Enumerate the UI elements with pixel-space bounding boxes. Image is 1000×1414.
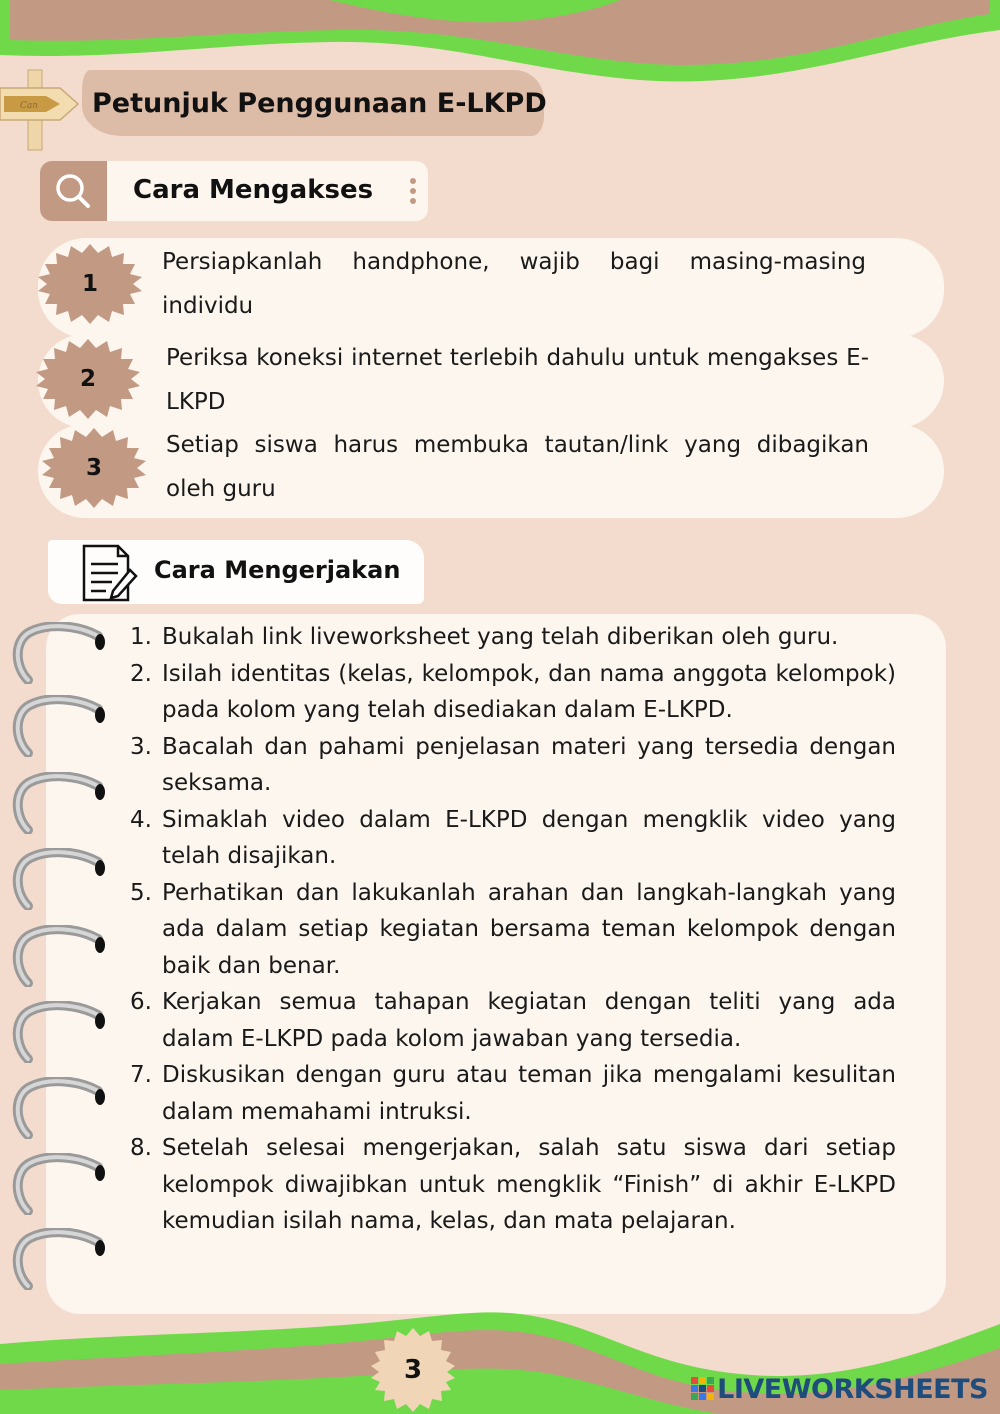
step-number: 3 [85, 455, 102, 481]
work-section-label: Cara Mengerjakan [154, 556, 401, 584]
access-section-header [40, 161, 428, 221]
list-item [130, 1130, 896, 1240]
liveworksheets-brand [691, 1372, 988, 1406]
page-number-badge [371, 1328, 455, 1412]
kebab-icon [410, 178, 416, 206]
brand-name: LIVEWORKSHEETS [717, 1373, 988, 1405]
title-block [0, 62, 560, 154]
access-step-text-2: Periksa koneksi internet terlebih dahulu untuk mengakses E-LKPD [166, 345, 869, 415]
list-item-number: 1. [130, 624, 152, 650]
list-item-text: Bukalah link liveworksheet yang telah diberikan oleh guru. [162, 624, 839, 650]
page-title: Petunjuk Penggunaan E-LKPD [92, 88, 547, 119]
list-item [130, 875, 896, 985]
list-item [130, 802, 896, 875]
spiral-ring-icon [10, 1153, 106, 1215]
spiral-ring-icon [10, 848, 106, 910]
document-pen-icon [78, 542, 140, 604]
svg-text:Can: Can [20, 101, 39, 111]
step-badge-2 [36, 339, 140, 419]
work-section-header [48, 534, 426, 608]
spiral-ring-icon [10, 622, 106, 684]
list-item-number: 6. [130, 989, 152, 1015]
search-icon [40, 161, 107, 221]
list-item [130, 656, 896, 729]
list-item [130, 984, 896, 1057]
work-instructions-list [130, 619, 896, 1240]
access-step-text-3: Setiap siswa harus membuka tautan/link yang dibagikan oleh guru [166, 432, 869, 502]
list-item-text: Isilah identitas (kelas, kelompok, dan nama anggota kelompok) pada kolom yang telah disediakan dalam E-LKPD. [162, 660, 896, 723]
page-number: 3 [403, 1355, 423, 1385]
spiral-ring-icon [10, 1228, 106, 1290]
access-section-label: Cara Mengakses [133, 175, 374, 205]
list-item-number: 3. [130, 733, 152, 760]
list-item-number: 5. [130, 879, 152, 906]
list-item-number: 4. [130, 806, 152, 833]
signpost-icon [0, 66, 80, 152]
spiral-ring-icon [10, 925, 106, 987]
spiral-ring-icon [10, 1077, 106, 1139]
list-item [130, 1057, 896, 1130]
list-item-text: Diskusikan dengan guru atau teman jika mengalami kesulitan dalam memahami intruksi. [162, 1062, 896, 1125]
list-item-text: Kerjakan semua tahapan kegiatan dengan teliti yang ada dalam E-LKPD pada kolom jawaban yang tersedia. [162, 989, 896, 1052]
step-badge-1 [38, 244, 142, 324]
search-icon-box [40, 161, 107, 221]
step-number: 1 [81, 271, 98, 297]
list-item [130, 729, 896, 802]
list-item-text: Bacalah dan pahami penjelasan materi yang tersedia dengan seksama. [162, 733, 896, 796]
list-item-text: Simaklah video dalam E-LKPD dengan mengklik video yang telah disajikan. [162, 806, 896, 869]
list-item-number: 7. [130, 1062, 152, 1088]
spiral-ring-icon [10, 772, 106, 834]
access-step-text-1: Persiapkanlah handphone, wajib bagi masing-masing individu [162, 249, 866, 319]
step-badge-3 [42, 428, 146, 508]
list-item [130, 619, 896, 656]
list-item-text: Perhatikan dan lakukanlah arahan dan langkah-langkah yang ada dalam setiap kegiatan bersama teman kelompok dengan baik dan benar. [162, 879, 896, 979]
list-item-number: 8. [130, 1135, 152, 1161]
list-item-text: Setelah selesai mengerjakan, salah satu siswa dari setiap kelompok diwajibkan untuk mengklik “Finish” di akhir E-LKPD kemudian isilah nama, kelas, dan mata pelajaran. [162, 1135, 896, 1234]
step-number: 2 [79, 366, 96, 392]
spiral-ring-icon [10, 695, 106, 757]
liveworksheets-logo-icon [691, 1377, 715, 1401]
spiral-ring-icon [10, 1001, 106, 1063]
list-item-number: 2. [130, 660, 152, 687]
